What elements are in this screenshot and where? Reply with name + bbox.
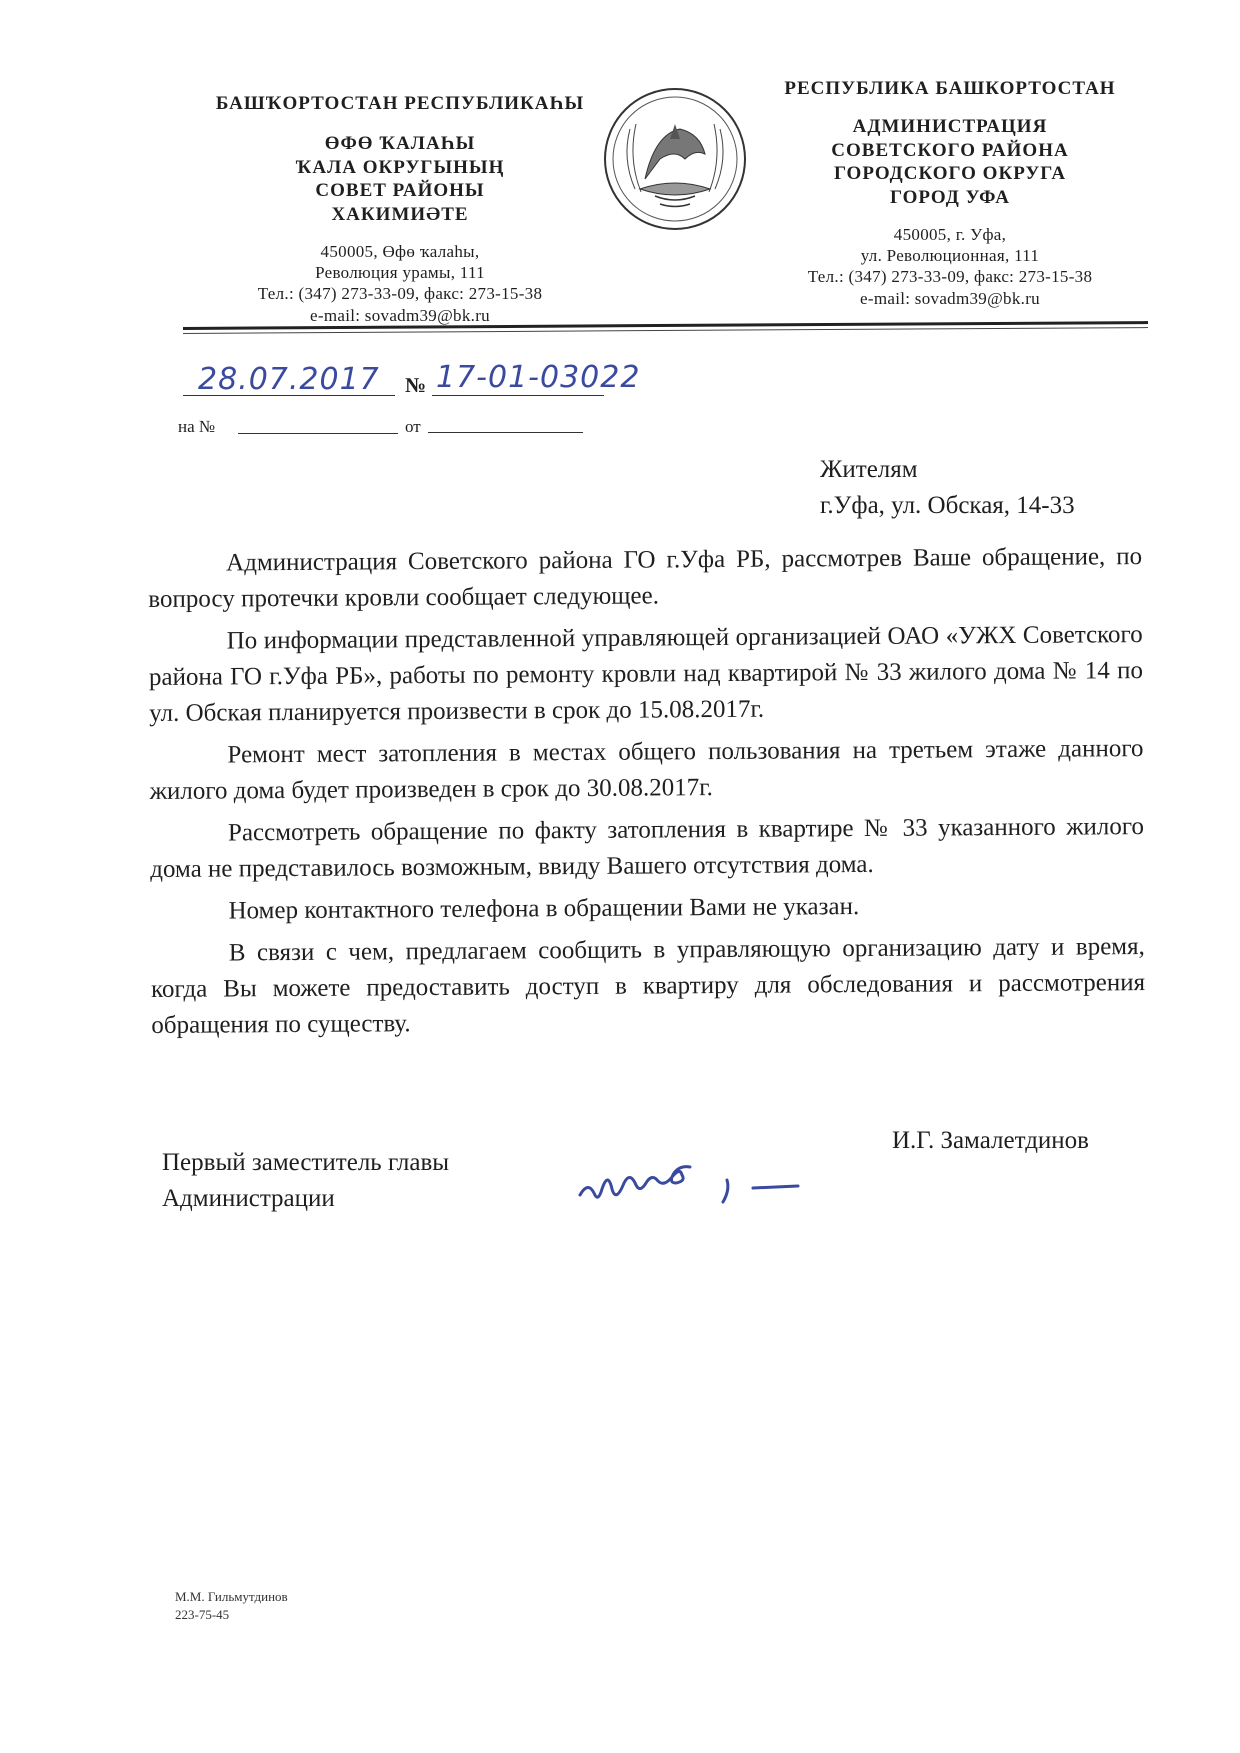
letter-body	[148, 539, 1145, 1050]
header-right-email: e-mail: sovadm39@bk.ru	[860, 288, 1040, 308]
number-label: №	[405, 373, 427, 397]
header-right-address-line: ул. Революционная, 111	[860, 246, 1040, 265]
number-line	[432, 395, 604, 396]
reference-label: на №	[178, 417, 216, 436]
header-left-address-line: Революция урамы, 111	[315, 263, 485, 282]
header-left-email: e-mail: sovadm39@bk.ru	[310, 305, 490, 325]
header-left-org-line: ӨФӨ ҠАЛАҺЫ	[324, 132, 476, 154]
from-line	[428, 432, 583, 433]
header-left-republic: БАШҠОРТОСТАН РЕСПУБЛИКАҺЫ	[215, 93, 585, 114]
header-left-address-line: 450005, Өфө ҡалаһы,	[320, 241, 480, 261]
header-left-org	[190, 132, 610, 227]
header-right-org-line: СОВЕТСКОГО РАЙОНА	[831, 139, 1069, 161]
header-right-address	[740, 224, 1160, 309]
header-right	[740, 77, 1160, 309]
from-label: от	[405, 417, 421, 436]
signatory-name: И.Г. Замалетдинов	[892, 1127, 1089, 1154]
registration-number: 17-01-03022	[436, 360, 641, 395]
header-left-org-line: ХАКИМИӘТЕ	[331, 204, 469, 225]
reference-line	[238, 433, 398, 434]
signatory-title-line: Первый заместитель главы	[162, 1149, 450, 1176]
header-right-address-line: 450005, г. Уфа,	[893, 224, 1007, 244]
body-paragraph: Номер контактного телефона в обращении Вами не указан.	[228, 893, 860, 925]
handwritten-signature-icon	[575, 1150, 815, 1220]
registration-date: 28.07.2017	[198, 362, 380, 397]
executor-name: М.М. Гильмутдинов	[175, 1589, 288, 1604]
header-right-org	[740, 115, 1160, 210]
addressee-line: Жителям	[820, 456, 918, 483]
header-right-org-line: АДМИНИСТРАЦИЯ	[852, 115, 1048, 137]
header-left	[190, 92, 610, 326]
signatory-title	[162, 1145, 449, 1216]
header-left-phone: Тел.: (347) 273-33-09, факс: 273-15-38	[257, 284, 543, 304]
header-left-org-line: СОВЕТ РАЙОНЫ	[315, 180, 485, 202]
header-right-phone: Тел.: (347) 273-33-09, факс: 273-15-38	[807, 267, 1093, 287]
signatory-title-line: Администрации	[162, 1184, 335, 1212]
body-paragraph: Администрация Советского района ГО г.Уфа РБ, рассмотрев Ваше обращение, по вопросу протечки кровли сообщает следующее.	[148, 543, 1143, 613]
bashkortostan-emblem-icon	[600, 84, 750, 234]
body-paragraph: В связи с чем, предлагаем сообщить в управляющую организацию дату и время, когда Вы можете предоставить доступ в квартиру для обследования и рассмотрения обращения по существу.	[151, 933, 1146, 1039]
body-paragraph: Рассмотреть обращение по факту затопления в квартире № 33 указанного жилого дома не представилось возможным, ввиду Вашего отсутствия дома.	[150, 813, 1145, 883]
header-left-address	[190, 241, 610, 326]
body-paragraph: Ремонт мест затопления в местах общего пользования на третьем этаже данного жилого дома будет произведен в срок до 30.08.2017г.	[149, 735, 1144, 805]
executor-phone: 223-75-45	[175, 1606, 230, 1622]
header-right-org-line: ГОРОД УФА	[890, 187, 1010, 208]
addressee	[820, 452, 1075, 525]
executor-info	[175, 1588, 288, 1623]
header-right-org-line: ГОРОДСКОГО ОКРУГА	[833, 163, 1067, 185]
body-paragraph: По информации представленной управляющей организацией ОАО «УЖХ Советского района ГО г.Уфа РБ», работы по ремонту кровли над квартирой № 33 жилого дома № 14 по ул. Обская планируется произвести в срок до 15.08.2017г.	[148, 621, 1143, 727]
addressee-address: г.Уфа, ул. Обская, 14-33	[820, 492, 1075, 520]
header-left-org-line: ҠАЛА ОКРУГЫНЫҢ	[295, 156, 505, 178]
header-right-republic: РЕСПУБЛИКА БАШКОРТОСТАН	[784, 78, 1116, 99]
